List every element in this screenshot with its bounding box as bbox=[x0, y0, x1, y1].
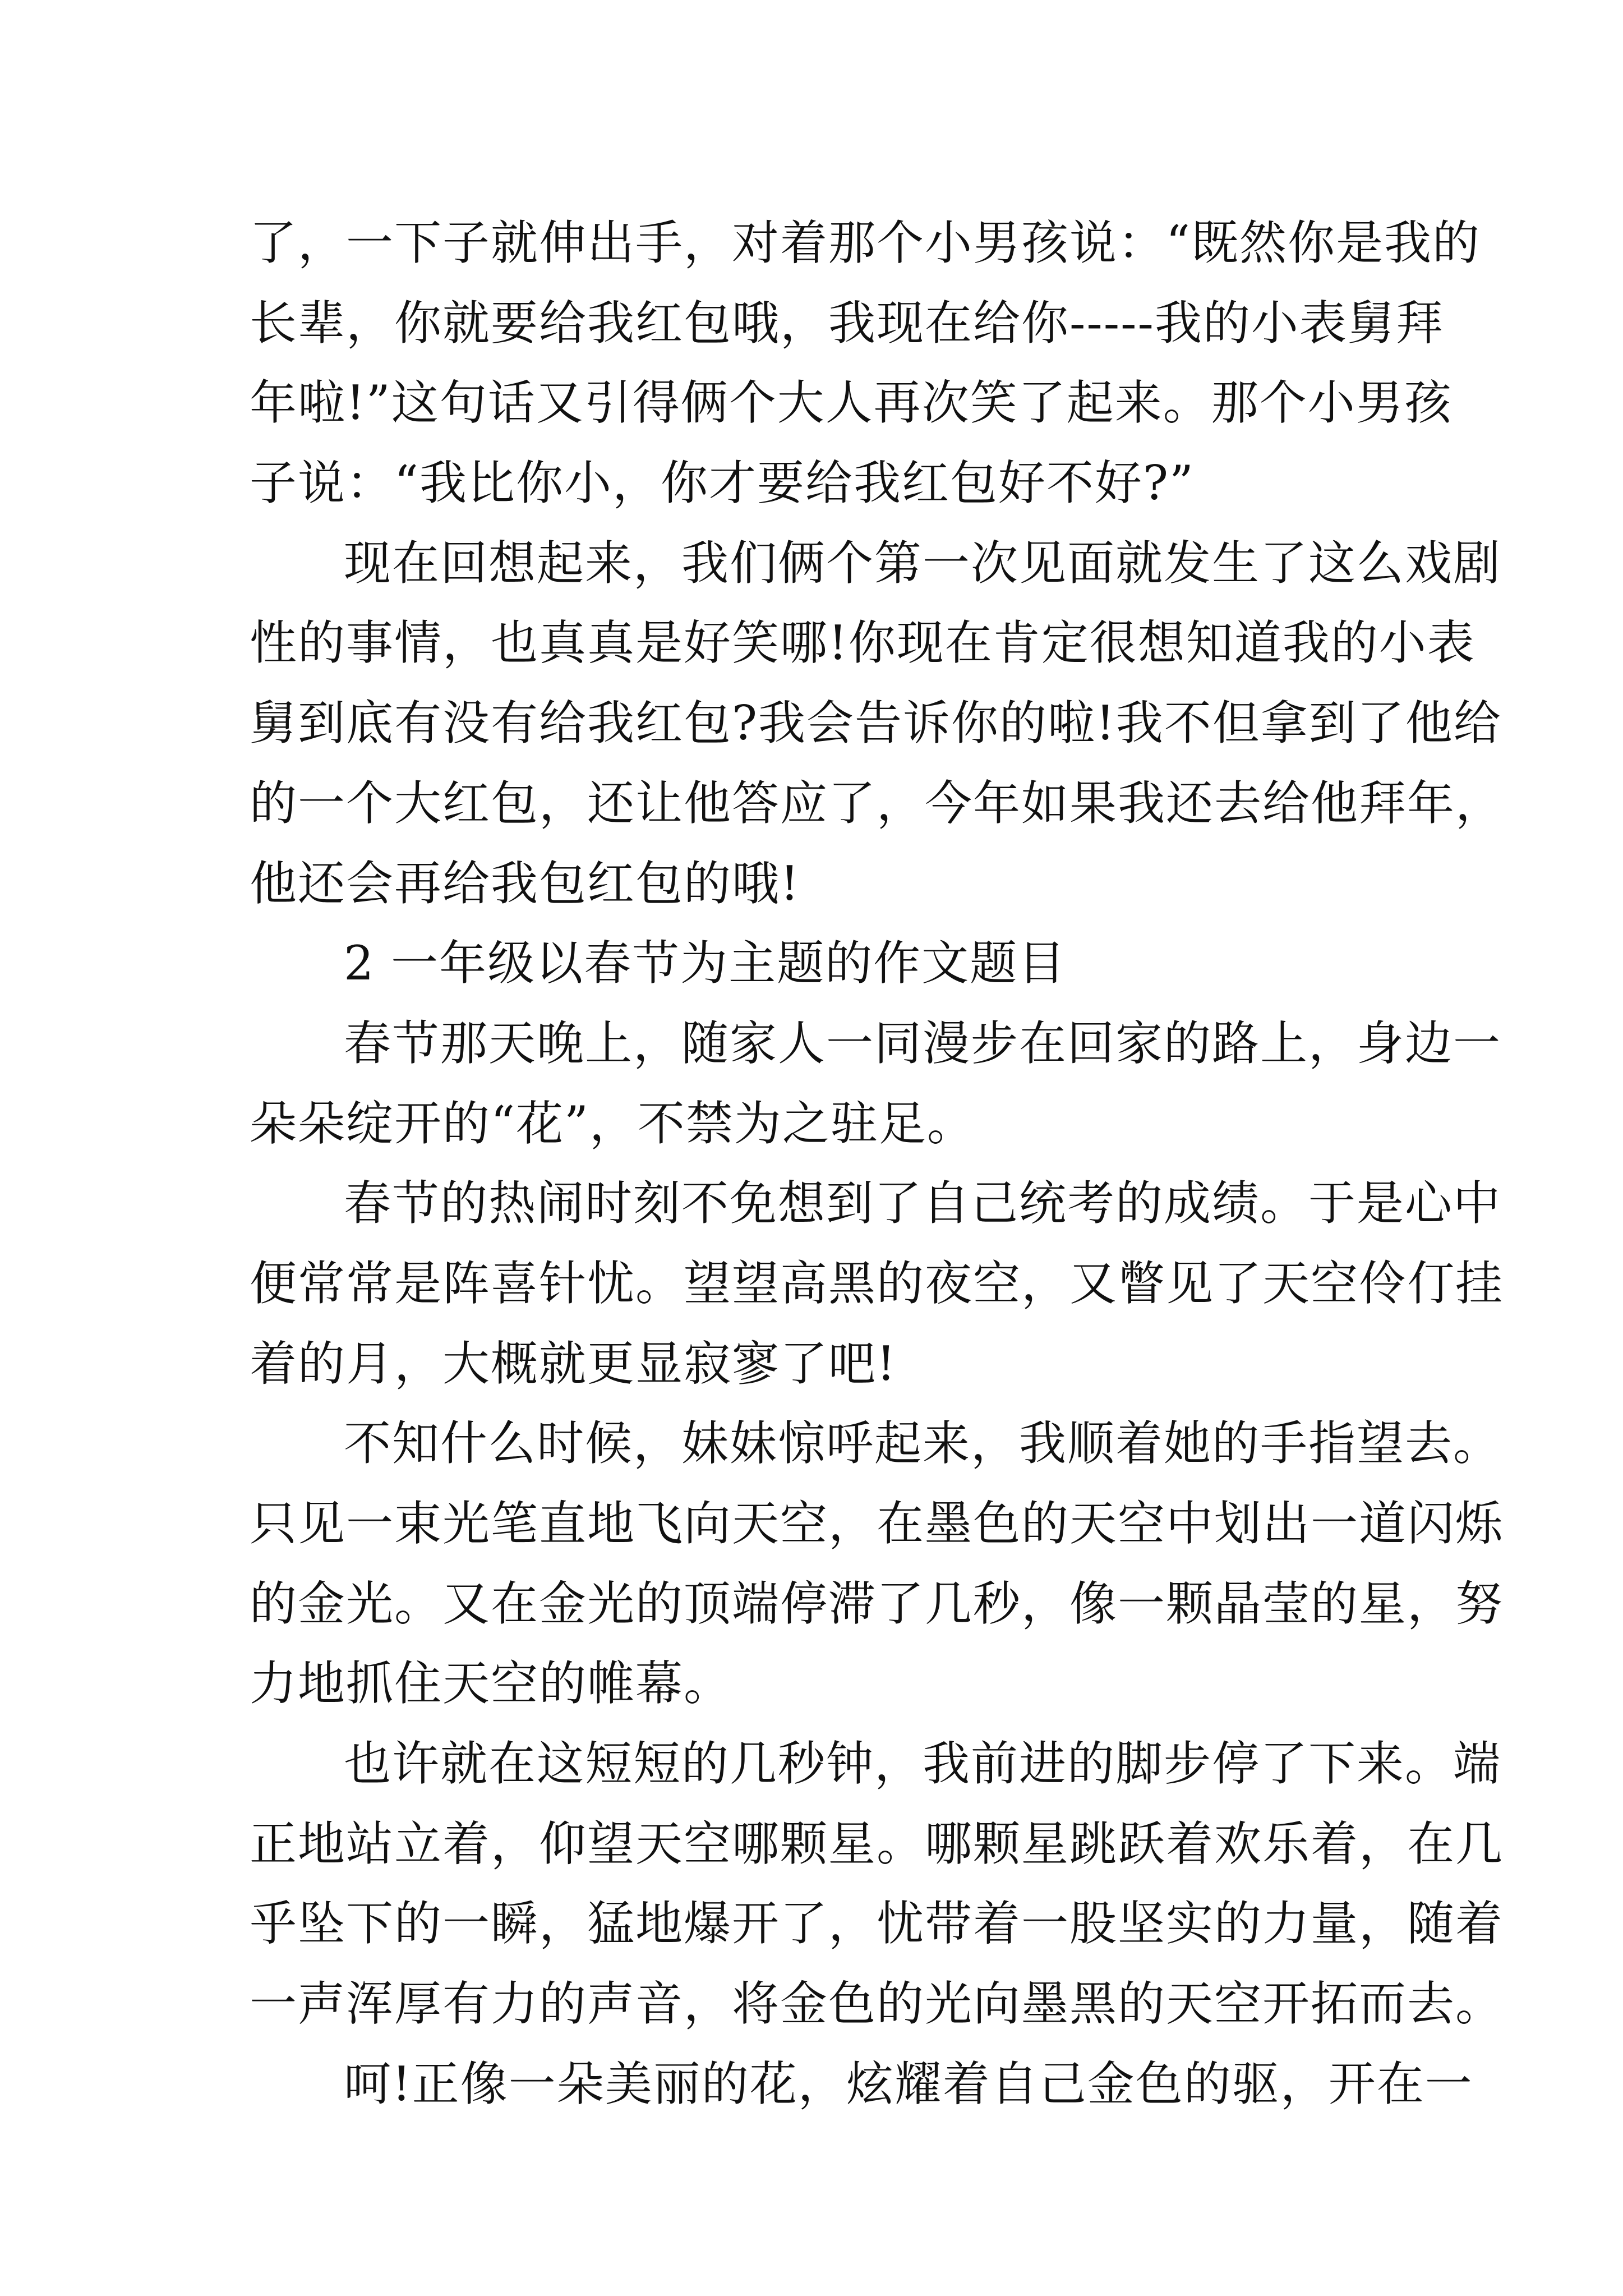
text-line: 了，一下子就伸出手，对着那个小男孩说：“既然你是我的 bbox=[250, 215, 1481, 270]
text-line: 性的事情，也真真是好笑哪!你现在肯定很想知道我的小表 bbox=[250, 615, 1476, 671]
text-line: 年啦!”这句话又引得俩个大人再次笑了起来。那个小男孩 bbox=[250, 375, 1453, 431]
text-line: 力地抓住天空的帷幕。 bbox=[250, 1656, 732, 1711]
text-line: 正地站立着，仰望天空哪颗星。哪颗星跳跃着欢乐着，在几 bbox=[250, 1816, 1504, 1871]
text-line: 的一个大红包，还让他答应了，今年如果我还去给他拜年， bbox=[250, 775, 1504, 831]
text-line: 的金光。又在金光的顶端停滞了几秒，像一颗晶莹的星，努 bbox=[250, 1576, 1504, 1631]
text-line: 乎坠下的一瞬，猛地爆开了，忧带着一股坚实的力量，随着 bbox=[250, 1896, 1504, 1952]
essay-body bbox=[250, 203, 1504, 2124]
paragraph-start-line: 春节的热闹时刻不免想到了自己统考的成绩。于是心中 bbox=[344, 1176, 1502, 1231]
section-heading: 2 一年级以春节为主题的作文题目 bbox=[344, 936, 1067, 991]
text-line: 子说：“我比你小，你才要给我红包好不好?” bbox=[250, 455, 1195, 511]
text-line: 一声浑厚有力的声音，将金色的光向墨黑的天空开拓而去。 bbox=[250, 1976, 1504, 2032]
text-line: 他还会再给我包红包的哦! bbox=[250, 855, 800, 911]
paragraph-start-line: 春节那天晚上，随家人一同漫步在回家的路上，身边一 bbox=[344, 1015, 1502, 1071]
text-line: 着的月，大概就更显寂寥了吧! bbox=[250, 1336, 897, 1391]
paragraph-start-line: 也许就在这短短的几秒钟，我前进的脚步停了下来。端 bbox=[344, 1736, 1502, 1792]
text-line: 朵朵绽开的“花”，不禁为之驻足。 bbox=[250, 1096, 975, 1151]
text-line: 便常常是阵喜针忧。望望高黑的夜空，又瞥见了天空伶仃挂 bbox=[250, 1255, 1504, 1311]
paragraph-start-line: 现在回想起来，我们俩个第一次见面就发生了这么戏剧 bbox=[344, 535, 1502, 591]
paragraph-start-line: 呵!正像一朵美丽的花，炫耀着自己金色的驱，开在一 bbox=[344, 2056, 1473, 2111]
text-line: 舅到底有没有给我红包?我会告诉你的啦!我不但拿到了他给 bbox=[250, 696, 1502, 751]
paragraph-start-line: 不知什么时候，妹妹惊呼起来，我顺着她的手指望去。 bbox=[344, 1416, 1502, 1471]
text-line: 只见一束光笔直地飞向天空，在墨色的天空中划出一道闪烁 bbox=[250, 1496, 1504, 1551]
text-line: 长辈，你就要给我红包哦，我现在给你-----我的小表舅拜 bbox=[250, 295, 1444, 351]
